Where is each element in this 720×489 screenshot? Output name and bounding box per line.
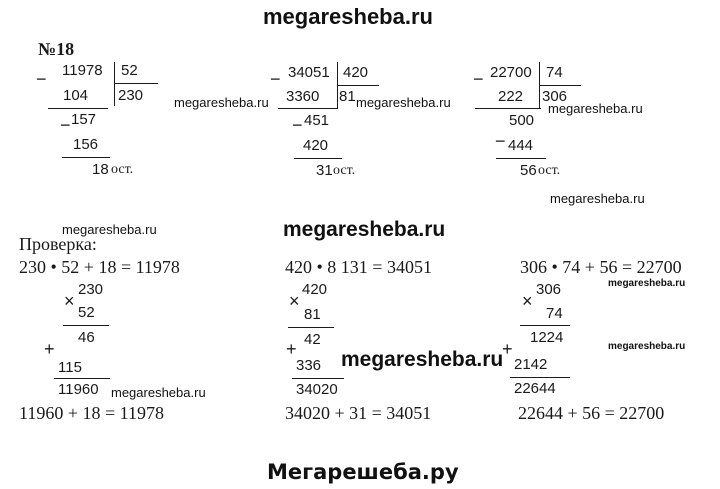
factor-bottom: 74	[546, 305, 563, 322]
partial-dividend: 157	[71, 111, 97, 128]
subtrahend: 444	[508, 137, 534, 154]
dividend: 34051	[288, 64, 330, 81]
factor-top: 230	[78, 281, 104, 298]
watermark-small: megaresheba.ru	[111, 385, 206, 400]
subtrahend: 222	[498, 88, 524, 105]
plus-sign: +	[286, 339, 297, 359]
watermark-small: megaresheba.ru	[548, 101, 643, 116]
minus-sign: −	[473, 69, 484, 89]
final-equation-3: 22644 + 56 = 22700	[518, 403, 665, 423]
minus-sign: −	[36, 69, 47, 89]
check-label: Проверка:	[19, 234, 97, 254]
divisor: 420	[343, 64, 369, 81]
partial-product: 2142	[514, 356, 548, 373]
partial-dividend: 500	[509, 112, 535, 129]
remainder-label: ост.	[111, 162, 134, 177]
check-equation-1: 230 • 52 + 18 = 11978	[19, 257, 180, 277]
remainder: 56	[520, 162, 537, 179]
times-sign: ×	[64, 291, 75, 311]
partial-dividend: 451	[304, 112, 330, 129]
minus-sign: −	[60, 115, 71, 135]
watermark-top: megaresheba.ru	[263, 4, 433, 29]
plus-sign: +	[44, 339, 55, 359]
product: 22644	[514, 380, 556, 397]
times-sign: ×	[289, 291, 300, 311]
times-sign: ×	[522, 291, 533, 311]
factor-bottom: 52	[78, 304, 95, 321]
watermark-small: megaresheba.ru	[608, 341, 686, 352]
watermark-center-2: megaresheba.ru	[341, 348, 504, 371]
quotient: 230	[118, 87, 144, 104]
problem-number: №18	[38, 39, 75, 59]
check-equation-3: 306 • 74 + 56 = 22700	[520, 257, 682, 277]
watermark-small: megaresheba.ru	[608, 278, 686, 289]
subtrahend: 156	[73, 136, 99, 153]
factor-bottom: 81	[304, 306, 321, 323]
partial-product: 336	[296, 357, 322, 374]
remainder: 18	[92, 161, 109, 178]
factor-top: 306	[536, 281, 562, 298]
partial-product: 1224	[530, 329, 564, 346]
watermark-center-1: megaresheba.ru	[283, 218, 446, 241]
dividend: 11978	[62, 62, 103, 79]
watermark-small: megaresheba.ru	[174, 95, 269, 110]
subtrahend: 3360	[286, 88, 320, 105]
quotient: 81	[339, 88, 356, 105]
quotient: 306	[542, 88, 568, 105]
divisor: 74	[546, 64, 563, 81]
final-equation-2: 34020 + 31 = 34051	[285, 403, 432, 423]
watermark-small: megaresheba.ru	[356, 95, 451, 110]
minus-sign: −	[292, 115, 303, 135]
remainder-label: ост.	[538, 163, 561, 178]
factor-top: 420	[302, 281, 328, 298]
watermark-small: megaresheba.ru	[550, 191, 645, 206]
partial-product: 46	[78, 329, 95, 346]
minus-sign: −	[270, 69, 281, 89]
subtrahend: 104	[63, 87, 89, 104]
plus-sign: +	[502, 339, 513, 359]
watermark-bottom: Мегарешеба.ру	[267, 460, 459, 484]
remainder: 31	[316, 162, 333, 179]
divisor: 52	[121, 62, 138, 79]
remainder-label: ост.	[333, 163, 356, 178]
minus-sign: −	[495, 131, 506, 151]
watermark-small: megaresheba.ru	[62, 222, 157, 237]
partial-product: 115	[58, 359, 82, 376]
partial-product: 42	[304, 331, 321, 348]
product: 11960	[58, 381, 99, 398]
product: 34020	[296, 381, 338, 398]
subtrahend: 420	[303, 137, 329, 154]
check-equation-2: 420 • 8 131 = 34051	[285, 257, 432, 277]
final-equation-1: 11960 + 18 = 11978	[19, 403, 164, 423]
dividend: 22700	[490, 64, 532, 81]
